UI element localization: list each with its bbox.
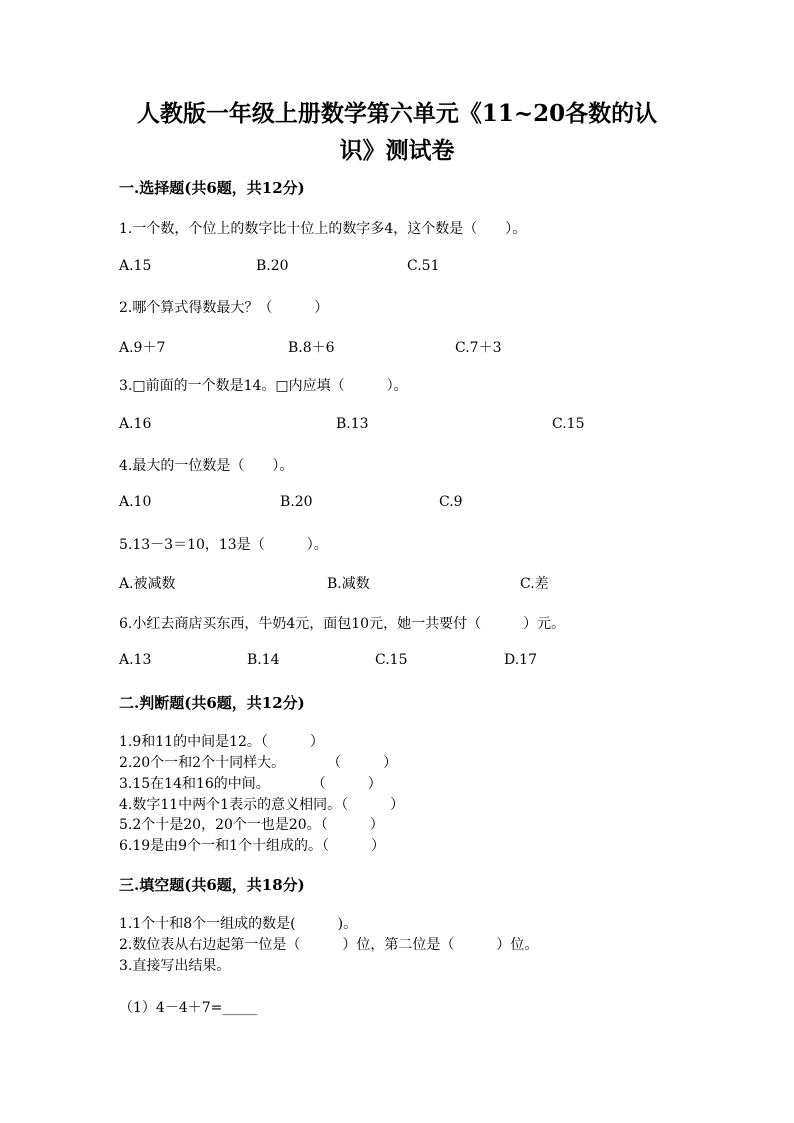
section-heading-judge: 二.判断题(共6题，共12分) — [119, 694, 305, 712]
question-1-option-a: A.15 — [119, 258, 152, 274]
question-2: 2.哪个算式得数最大？（ ） — [119, 300, 329, 316]
question-6-option-a: A.13 — [119, 652, 152, 668]
question-4: 4.最大的一位数是（ ）。 — [119, 458, 294, 474]
page-title-line1: 人教版一年级上册数学第六单元《11~20各数的认 — [136, 100, 658, 127]
question-3-option-b: B.13 — [336, 416, 369, 432]
question-3-option-a: A.16 — [119, 416, 152, 432]
question-4-option-c: C.9 — [439, 494, 463, 510]
question-5-option-a: A.被减数 — [119, 576, 176, 592]
judge-item-3: 3.15在14和16的中间。 （ ） — [119, 776, 382, 792]
question-1: 1.一个数，个位上的数字比十位上的数字多4，这个数是（ ）。 — [119, 221, 527, 237]
judge-item-6: 6.19是由9个一和1个十组成的。（ ） — [119, 838, 385, 854]
question-5: 5.13－3＝10，13是（ ）。 — [119, 537, 328, 553]
question-3: 3.□前面的一个数是14。□内应填（ ）。 — [119, 378, 408, 394]
question-4-option-a: A.10 — [119, 494, 152, 510]
question-2-option-b: B.8＋6 — [288, 340, 335, 356]
question-2-option-c: C.7＋3 — [455, 340, 502, 356]
question-4-option-b: B.20 — [280, 494, 313, 510]
judge-item-5: 5.2个十是20，20个一也是20。（ ） — [119, 817, 384, 833]
question-6-option-b: B.14 — [247, 652, 280, 668]
section-heading-fill: 三.填空题(共6题，共18分) — [119, 876, 305, 894]
fill-item-3: 3.直接写出结果。 — [119, 958, 231, 974]
question-1-option-c: C.51 — [407, 258, 440, 274]
section-heading-choice: 一.选择题(共6题，共12分) — [119, 179, 305, 197]
question-3-option-c: C.15 — [552, 416, 585, 432]
judge-item-4: 4.数字11中两个1表示的意义相同。（ ） — [119, 797, 405, 813]
judge-item-1: 1.9和11的中间是12。（ ） — [119, 734, 324, 750]
fill-item-1: 1.1个十和8个一组成的数是( )。 — [119, 916, 358, 932]
fill-sub-item-1: （1）4－4＋7=_____ — [119, 1000, 258, 1016]
question-1-option-b: B.20 — [256, 258, 289, 274]
question-6: 6.小红去商店买东西，牛奶4元，面包10元，她一共要付（ ）元。 — [119, 616, 566, 632]
question-2-option-a: A.9＋7 — [119, 340, 166, 356]
question-6-option-c: C.15 — [375, 652, 408, 668]
question-5-option-b: B.减数 — [327, 576, 370, 592]
question-5-option-c: C.差 — [520, 576, 549, 592]
page-title-line2: 识》测试卷 — [339, 137, 455, 164]
fill-item-2: 2.数位表从右边起第一位是（ ）位，第二位是（ ）位。 — [119, 937, 539, 953]
judge-item-2: 2.20个一和2个十同样大。 （ ） — [119, 755, 398, 771]
question-6-option-d: D.17 — [504, 652, 537, 668]
